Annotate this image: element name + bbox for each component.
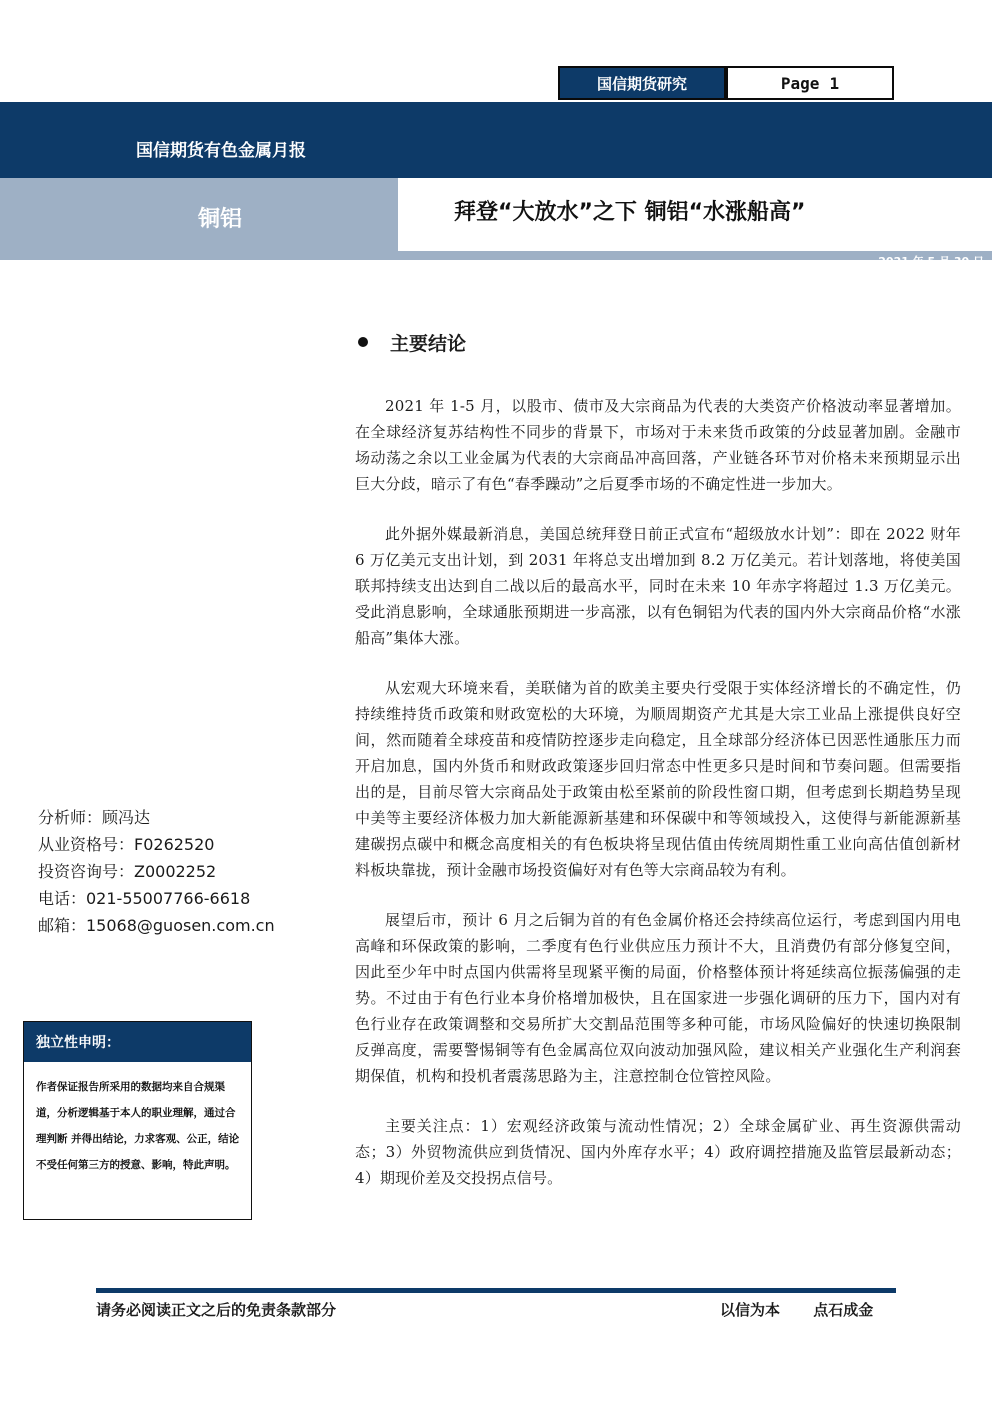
analyst-consulting-number: 投资咨询号：Z0002252 <box>38 862 217 881</box>
analyst-name: 分析师：顾冯达 <box>38 808 151 827</box>
date-band <box>0 251 992 260</box>
analyst-email: 邮箱：15068@guosen.com.cn <box>38 916 275 935</box>
page-label: Page <box>780 73 820 93</box>
analyst-info <box>38 804 275 939</box>
footer-slogan: 以信为本 点石成金 <box>720 1301 874 1319</box>
statement-title: 独立性申明： <box>24 1022 251 1062</box>
page-title: 拜登“大放水”之下 铜铝“水涨船高” <box>454 200 806 225</box>
institute-tab-label: 国信期货研究 <box>596 74 687 93</box>
report-name: 国信期货有色金属月报 <box>136 141 306 161</box>
body-text <box>355 393 961 1215</box>
page-indicator <box>726 66 894 100</box>
independence-statement <box>23 1021 252 1220</box>
analyst-qualification: 从业资格号：F0262520 <box>38 835 215 854</box>
statement-body: 作者保证报告所采用的数据均来自合规渠道，分析逻辑基于本人的职业理解，通过合理判断 并得出结论，力求客观、公正，结论不受任何第三方的授意、影响，特此声明。 <box>36 1081 240 1171</box>
paragraph: 主要关注点：1）宏观经济政策与流动性情况；2）全球金属矿业、再生资源供需动态；3）外贸物流供应到货情况、国内外库存水平；4）政府调控措施及监管层最新动态；4）期现价差及交投拐点信号。 <box>355 1117 961 1187</box>
section-title: 主要结论 <box>390 333 467 355</box>
paragraph: 从宏观大环境来看，美联储为首的欧美主要央行受限于实体经济增长的不确定性，仍持续维持货币政策和财政宽松的大环境，为顺周期资产尤其是大宗工业品上涨提供良好空间，然而随着全球疫苗和疫情防控逐步走向稳定，且全球部分经济体已因恶性通胀压力而开启加息，国内外货币和财政政策逐步回归常态中性更多只是时间和节奏问题。但需要指出的是，目前尽管大宗商品处于政策由松至紧前的阶段性窗口期，但考虑到长期趋势呈现中美等主要经济体极力加大新能源新基建和环保碳中和等领域投入，这使得与新能源新基建碳拐点碳中和概念高度相关的有色板块将呈现估值由传统周期性重工业向高估值创新材料板块靠拢，预计金融市场投资偏好对有色等大宗商品较为有利。 <box>355 679 961 879</box>
bullet-icon <box>358 337 368 347</box>
page-number: 1 <box>829 73 840 93</box>
institute-tab <box>558 66 726 100</box>
paragraph: 展望后市，预计 6 月之后铜为首的有色金属价格还会持续高位运行，考虑到国内用电高峰和环保政策的影响，二季度有色行业供应压力预计不大，且消费仍有部分修复空间，因此至少年中时点国内供需将呈现紧平衡的局面，价格整体预计将延续高位振荡偏强的走势。不过由于有色行业本身价格增加极快，且在国家进一步强化调研的压力下，国内对有色行业存在政策调整和交易所扩大交割品范围等多种可能，市场风险偏好的快速切换限制反弹高度，需要警惕铜等有色金属高位双向波动加强风险，建议相关产业强化生产利润套期保值，机构和投机者震荡思路为主，注意控制仓位管控风险。 <box>355 911 961 1085</box>
category-label: 铜铝 <box>198 207 243 232</box>
report-date: 2021 年 5 月 30 日 <box>878 255 984 268</box>
paragraph: 2021 年 1-5 月，以股市、债市及大宗商品为代表的大类资产价格波动率显著增加。在全球经济复苏结构性不同步的背景下，市场对于未来货币政策的分歧显著加剧。金融市场动荡之余以工业金属为代表的大宗商品冲高回落，产业链各环节对价格未来预期显示出巨大分歧，暗示了有色“春季躁动”之后夏季市场的不确定性进一步加大。 <box>355 397 961 493</box>
footer-disclaimer: 请务必阅读正文之后的免责条款部分 <box>96 1301 337 1319</box>
footer-rule <box>96 1288 896 1293</box>
paragraph: 此外据外媒最新消息，美国总统拜登日前正式宣布“超级放水计划”：即在 2022 财年 6 万亿美元支出计划，到 2031 年将总支出增加到 8.2 万亿美元。若计划落地，将使美国联邦持续支出达到自二战以后的最高水平，同时在未来 10 年赤字将超过 1.3 万亿美元。受此消息影响，全球通胀预期进一步高涨，以有色铜铝为代表的国内外大宗商品价格“水涨船高”集体大涨。 <box>355 525 961 647</box>
analyst-phone: 电话：021-55007766-6618 <box>38 889 251 908</box>
